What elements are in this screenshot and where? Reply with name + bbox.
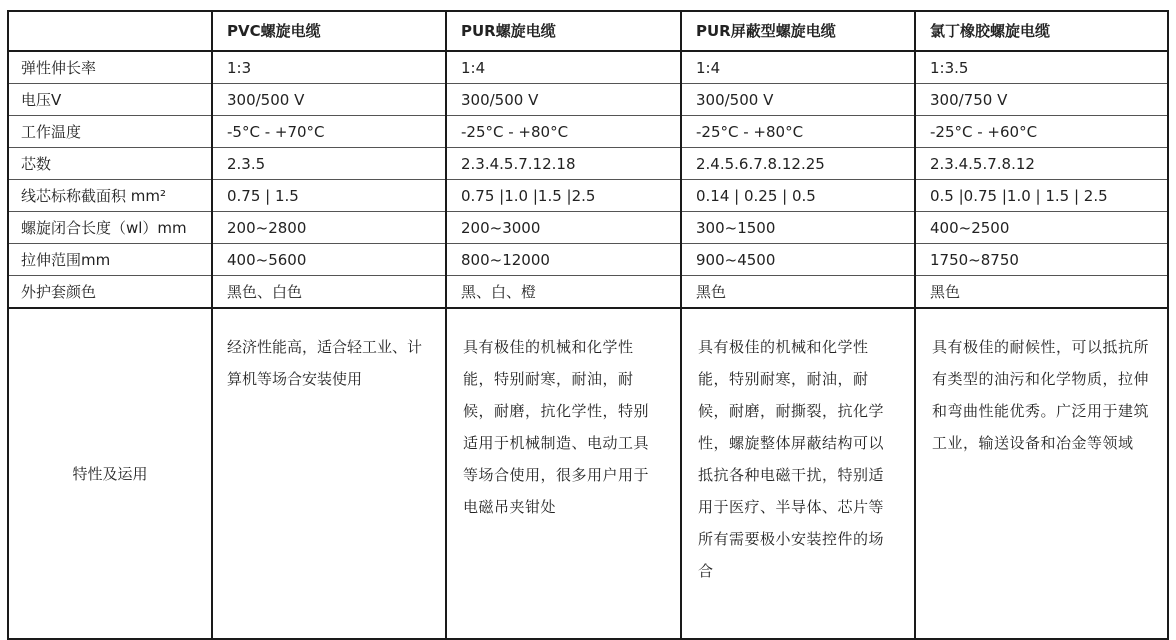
- row-label: 工作温度: [8, 116, 212, 148]
- table-row: [8, 212, 1168, 244]
- table-row: [8, 244, 1168, 276]
- table-row: [8, 148, 1168, 180]
- row-label: 芯数: [8, 148, 212, 180]
- table-cell: 0.5 |0.75 |1.0 | 1.5 | 2.5: [915, 180, 1168, 212]
- table-cell: 400~2500: [915, 212, 1168, 244]
- table-cell: 200~2800: [212, 212, 446, 244]
- table-cell: 800~12000: [446, 244, 681, 276]
- row-label: 拉伸范围mm: [8, 244, 212, 276]
- row-label: 外护套颜色: [8, 276, 212, 309]
- table-cell: 1750~8750: [915, 244, 1168, 276]
- table-cell: 300/750 V: [915, 84, 1168, 116]
- table-cell: 2.3.4.5.7.12.18: [446, 148, 681, 180]
- table-cell: 1:3.5: [915, 51, 1168, 84]
- table-cell: 1:4: [681, 51, 915, 84]
- row-label: 线芯标称截面积 mm²: [8, 180, 212, 212]
- table-cell: 300~1500: [681, 212, 915, 244]
- table-row: [8, 276, 1168, 309]
- table-header-row: [8, 11, 1168, 51]
- cable-spec-table: [7, 10, 1169, 640]
- row-label: 弹性伸长率: [8, 51, 212, 84]
- usage-cell-pvc: 经济性能高，适合轻工业、计算机等场合安装使用: [212, 308, 446, 639]
- table-cell: 900~4500: [681, 244, 915, 276]
- header-pvc: PVC螺旋电缆: [212, 11, 446, 51]
- table-cell: 300/500 V: [212, 84, 446, 116]
- table-row: [8, 51, 1168, 84]
- table-cell: 300/500 V: [681, 84, 915, 116]
- row-label: 螺旋闭合长度（wl）mm: [8, 212, 212, 244]
- table-cell: 黑色、白色: [212, 276, 446, 309]
- table-cell: 黑、白、橙: [446, 276, 681, 309]
- table-row: [8, 180, 1168, 212]
- table-cell: 黑色: [681, 276, 915, 309]
- usage-row: [8, 308, 1168, 639]
- table-cell: -25°C - +60°C: [915, 116, 1168, 148]
- header-corner-cell: [8, 11, 212, 51]
- table-cell: 300/500 V: [446, 84, 681, 116]
- table-row: [8, 116, 1168, 148]
- usage-cell-pur: 具有极佳的机械和化学性能，特别耐寒，耐油，耐候，耐磨，抗化学性，特别适用于机械制造、电动工具等场合使用，很多用户用于电磁吊夹钳处: [446, 308, 681, 639]
- table-cell: 0.75 |1.0 |1.5 |2.5: [446, 180, 681, 212]
- header-pur: PUR螺旋电缆: [446, 11, 681, 51]
- table-cell: 2.4.5.6.7.8.12.25: [681, 148, 915, 180]
- usage-cell-pur-shielded: 具有极佳的机械和化学性能，特别耐寒，耐油，耐候，耐磨，耐撕裂，抗化学性，螺旋整体屏蔽结构可以抵抗各种电磁干扰，特别适用于医疗、半导体、芯片等所有需要极小安装控件的场合: [681, 308, 915, 639]
- table-cell: 0.14 | 0.25 | 0.5: [681, 180, 915, 212]
- header-neoprene: 氯丁橡胶螺旋电缆: [915, 11, 1168, 51]
- table-cell: 400~5600: [212, 244, 446, 276]
- table-cell: -5°C - +70°C: [212, 116, 446, 148]
- table-cell: 黑色: [915, 276, 1168, 309]
- table-row: [8, 84, 1168, 116]
- table-cell: 0.75 | 1.5: [212, 180, 446, 212]
- table-cell: 1:3: [212, 51, 446, 84]
- usage-cell-neoprene: 具有极佳的耐候性，可以抵抗所有类型的油污和化学物质，拉伸和弯曲性能优秀。广泛用于建筑工业，输送设备和冶金等领域: [915, 308, 1168, 639]
- table-cell: -25°C - +80°C: [446, 116, 681, 148]
- table-cell: 200~3000: [446, 212, 681, 244]
- usage-label: 特性及运用: [8, 308, 212, 639]
- table-cell: 2.3.4.5.7.8.12: [915, 148, 1168, 180]
- row-label: 电压V: [8, 84, 212, 116]
- header-pur-shielded: PUR屏蔽型螺旋电缆: [681, 11, 915, 51]
- table-cell: 2.3.5: [212, 148, 446, 180]
- table-cell: 1:4: [446, 51, 681, 84]
- table-cell: -25°C - +80°C: [681, 116, 915, 148]
